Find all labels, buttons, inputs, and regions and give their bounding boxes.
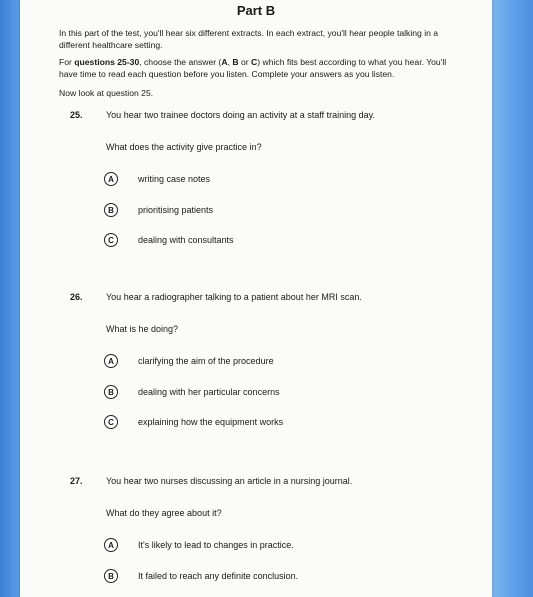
answer-option[interactable] <box>104 171 211 187</box>
answer-option[interactable] <box>104 353 274 369</box>
now-look-line: Now look at question 25. <box>59 88 154 98</box>
answer-option[interactable] <box>104 232 234 248</box>
option-letter-circle[interactable]: A <box>104 538 118 552</box>
option-letter-circle[interactable]: A <box>104 354 118 368</box>
instructions-suffix: ) which fits best according to what you hear. You'll have time to read each question before you listen. Complete your answers as you listen. <box>59 57 447 79</box>
test-page <box>20 0 492 597</box>
option-text: clarifying the aim of the procedure <box>138 356 274 366</box>
option-letter-circle[interactable]: B <box>104 203 118 217</box>
option-text: It's likely to lead to changes in practice. <box>138 540 294 550</box>
option-letter-circle[interactable]: B <box>104 385 118 399</box>
option-text: explaining how the equipment works <box>138 417 284 427</box>
question-text: What do they agree about it? <box>106 508 222 518</box>
instructions-sep2: or <box>238 57 252 67</box>
question-number: 26. <box>70 292 83 302</box>
instructions-question-range: questions 25-30 <box>74 57 140 67</box>
question-number: 27. <box>70 476 83 486</box>
option-text: It failed to reach any definite conclusion. <box>138 571 299 581</box>
instructions-prefix: For <box>59 57 75 67</box>
intro-paragraph: In this part of the test, you'll hear six different extracts. In each extract, you'll hear people talking in a different healthcare setting. <box>59 28 439 50</box>
option-letter-circle[interactable]: C <box>104 415 118 429</box>
option-text: writing case notes <box>138 174 211 184</box>
instructions-middle: , choose the answer ( <box>139 57 222 67</box>
answer-option[interactable] <box>104 568 299 584</box>
question-stem: You hear two trainee doctors doing an activity at a staff training day. <box>106 110 375 120</box>
instructions-letter-b: B <box>232 57 239 67</box>
answer-option[interactable] <box>104 202 214 218</box>
option-text: dealing with consultants <box>138 235 234 245</box>
question-number: 25. <box>70 110 83 120</box>
option-letter-circle[interactable]: B <box>104 569 118 583</box>
left-background-edge <box>0 0 20 597</box>
option-text: dealing with her particular concerns <box>138 387 280 397</box>
answer-option[interactable] <box>104 537 294 553</box>
answer-option[interactable] <box>104 414 284 430</box>
option-letter-circle[interactable]: A <box>104 172 118 186</box>
page-title: Part B <box>236 3 276 18</box>
question-text: What is he doing? <box>106 324 179 334</box>
question-stem: You hear a radiographer talking to a patient about her MRI scan. <box>106 292 362 302</box>
option-letter-circle[interactable]: C <box>104 233 118 247</box>
right-background-edge <box>492 0 533 597</box>
question-text: What does the activity give practice in? <box>106 142 262 152</box>
answer-option[interactable] <box>104 384 280 400</box>
question-stem: You hear two nurses discussing an article in a nursing journal. <box>106 476 353 486</box>
instructions-letter-a: A <box>221 57 228 67</box>
option-text: prioritising patients <box>138 205 214 215</box>
instructions-letter-c: C <box>251 57 258 67</box>
instructions-paragraph <box>59 56 459 80</box>
instructions-sep1: , <box>227 57 233 67</box>
